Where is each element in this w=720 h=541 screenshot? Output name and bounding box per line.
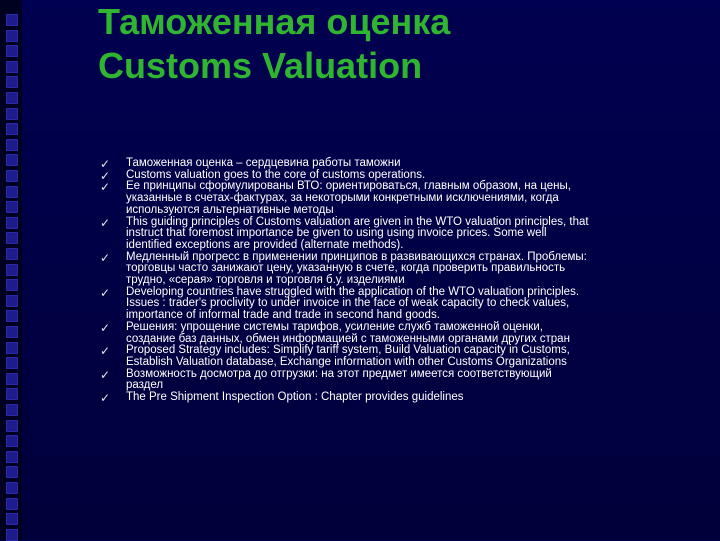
bullet-text — [126, 392, 705, 404]
bullet-text-line: Ее принципы сформулированы ВТО: ориентироваться, главным образом, на цены, — [126, 180, 571, 193]
bullet-text-line: This guiding principles of Customs valuation are given in the WTO valuation principles, that — [126, 215, 589, 228]
bullet-text-line: Establish Valuation database, Exchange information with other Customs Organizations — [126, 355, 567, 368]
decorative-square — [6, 529, 18, 541]
decorative-square — [6, 14, 18, 26]
bullet-text — [126, 217, 705, 252]
bullet-item — [100, 392, 705, 404]
bullet-item — [100, 369, 705, 392]
decorative-square — [6, 170, 18, 182]
decorative-square — [6, 186, 18, 198]
checkmark-icon: ✓ — [100, 391, 111, 406]
checkmark-icon: ✓ — [100, 344, 111, 359]
bullet-text — [126, 287, 705, 322]
decorative-square — [6, 513, 18, 525]
bullet-text-line: importance of informal trade and trade in second hand goods. — [126, 309, 440, 322]
decorative-square — [6, 248, 18, 260]
bullet-text-line: создание баз данных, обмен информацией с таможенными органами других стран — [126, 332, 570, 345]
checkmark-icon: ✓ — [100, 367, 111, 382]
bullet-text — [126, 345, 705, 368]
decorative-square — [6, 404, 18, 416]
bullet-item — [100, 322, 705, 345]
decorative-square — [6, 217, 18, 229]
checkmark-icon: ✓ — [100, 215, 111, 230]
checkmark-icon: ✓ — [100, 180, 111, 195]
bullet-text-line: Возможность досмотра до отгрузки: на этот предмет имеется соответствующий — [126, 367, 552, 380]
decorative-square — [6, 154, 18, 166]
checkmark-icon: ✓ — [100, 157, 111, 171]
bullet-text-line: instruct that foremost importance be given to using using invoice prices. Some well — [126, 227, 547, 240]
bullet-list — [100, 158, 705, 404]
checkmark-icon: ✓ — [100, 320, 111, 335]
bullet-item — [100, 287, 705, 322]
bullet-text-line: торговцы часто занижают цену, указанную в счете, когда проверить правильность — [126, 262, 566, 275]
decorative-square — [6, 420, 18, 432]
decorative-square — [6, 310, 18, 322]
decorative-square — [6, 108, 18, 120]
bullet-text — [126, 252, 705, 287]
decorative-square — [6, 30, 18, 42]
bullet-text-line: Proposed Strategy includes: Simplify tariff system, Build Valuation capacity in Customs, — [126, 344, 570, 357]
left-decorative-strip — [0, 0, 22, 540]
checkmark-icon: ✓ — [100, 250, 111, 265]
bullet-text — [126, 181, 705, 216]
checkmark-icon: ✓ — [100, 285, 111, 300]
decorative-square — [6, 264, 18, 276]
bullet-text-line: Таможенная оценка – сердцевина работы таможни — [126, 157, 401, 169]
bullet-text-line: Developing countries have struggled with the application of the WTO valuation principles. — [126, 285, 580, 298]
bullet-text — [126, 322, 705, 345]
decorative-square — [6, 435, 18, 447]
decorative-square — [6, 201, 18, 213]
decorative-square — [6, 92, 18, 104]
decorative-square — [6, 388, 18, 400]
bullet-text-line: Issues : trader's proclivity to under invoice in the face of weak capacity to check values, — [126, 297, 570, 310]
bullet-text-line: используются альтернативные методы — [126, 203, 334, 216]
decorative-square — [6, 61, 18, 73]
decorative-square — [6, 45, 18, 57]
decorative-square — [6, 451, 18, 463]
decorative-square — [6, 139, 18, 151]
bullet-text-line: указанные в счетах-фактурах, за некоторыми конкретными исключениями, когда — [126, 192, 559, 205]
bullet-text-line: Customs valuation goes to the core of customs operations. — [126, 168, 426, 181]
bullet-item — [100, 252, 705, 287]
bullet-text-line: раздел — [126, 379, 164, 392]
decorative-square — [6, 373, 18, 385]
bullet-text-line: трудно, «серая» торговля и торговля б.у. изделиями — [126, 274, 405, 287]
title-line-russian: Таможенная оценка — [98, 1, 451, 42]
decorative-square — [6, 482, 18, 494]
decorative-square — [6, 357, 18, 369]
bullet-item — [100, 181, 705, 216]
title-line-english: Customs Valuation — [98, 45, 423, 86]
decorative-square — [6, 295, 18, 307]
bullet-text-line: identified exceptions are provided (alternate methods). — [126, 238, 404, 251]
checkmark-icon: ✓ — [100, 168, 111, 183]
bullet-item — [100, 217, 705, 252]
decorative-square — [6, 326, 18, 338]
decorative-square — [6, 466, 18, 478]
bullet-text-line: Решения: упрощение системы тарифов, усиление служб таможенной оценки, — [126, 320, 543, 333]
decorative-square — [6, 498, 18, 510]
bullet-text — [126, 369, 705, 392]
bullet-text-line: Медленный прогресс в применении принципов в развивающихся странах. Проблемы: — [126, 250, 587, 263]
bullet-item — [100, 345, 705, 368]
decorative-square — [6, 76, 18, 88]
decorative-square — [6, 232, 18, 244]
decorative-square — [6, 123, 18, 135]
bullet-text-line: The Pre Shipment Inspection Option : Chapter provides guidelines — [126, 391, 464, 404]
decorative-square — [6, 279, 18, 291]
decorative-square — [6, 342, 18, 354]
slide-title — [98, 0, 450, 88]
